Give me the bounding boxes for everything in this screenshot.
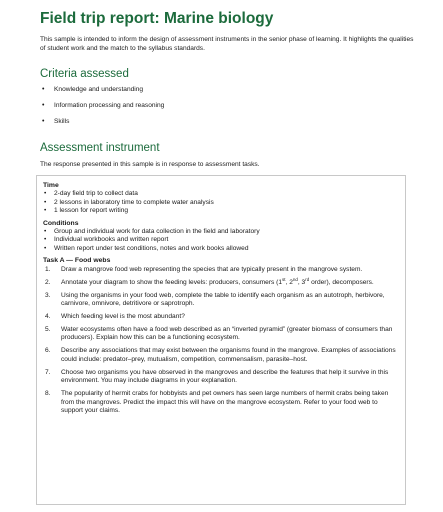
time-item: • 2-day field trip to collect data [43, 190, 399, 198]
conditions-heading: Conditions [43, 219, 79, 227]
question-item: 6. Describe any associations that may exist between the organisms found in the mangrove. Examples of associations could include: predator–prey, mutualism, competition, commensalism, parasite–host. [45, 347, 396, 363]
time-item: • 1 lesson for report writing [43, 207, 399, 215]
time-list [43, 190, 399, 215]
time-item: • 2 lessons in laboratory time to complete water analysis [43, 199, 399, 207]
question-item: 5. Water ecosystems often have a food web described as an “inverted pyramid” (greater biomass of consumers than producers). Explain how this can be a functioning ecosystem. [45, 326, 393, 342]
task-heading: Task A — Food webs [43, 257, 111, 265]
response-note: The response presented in this sample is in response to assessment tasks. [40, 161, 260, 168]
conditions-item: • Group and individual work for data collection in the field and laboratory [43, 228, 399, 236]
question-list [43, 266, 399, 416]
page-title: Field trip report: Marine biology [40, 10, 274, 27]
question-item: 7. Choose two organisms you have observed in the mangroves and describe the features that help it survive in this environment. You may include diagrams in your explanation. [45, 368, 389, 385]
question-item: 2. Annotate your diagram to show the feeding levels: producers, consumers (1st, 2nd, 3rd order), decomposers. [45, 276, 374, 286]
conditions-item: • Individual workbooks and written report [43, 236, 399, 244]
time-heading: Time [43, 182, 59, 189]
question-item: 4. Which feeding level is the most abundant? [45, 313, 185, 321]
criteria-list [40, 86, 164, 134]
criteria-item: • Knowledge and understanding [40, 86, 164, 102]
instrument-heading: Assessment instrument [40, 142, 160, 154]
intro-paragraph: This sample is intended to inform the design of assessment instruments in the senior phase of learning. It highlights the qualities of student work and the match to the syllabus standards. [40, 36, 414, 52]
criteria-heading: Criteria assessed [40, 68, 129, 80]
conditions-list [43, 228, 399, 253]
criteria-item: • Information processing and reasoning [40, 102, 164, 118]
task-box [36, 175, 406, 505]
question-item: 1. Draw a mangrove food web representing the species that are typically present in the mangrove system. [45, 265, 363, 273]
conditions-item: • Written report under test conditions, notes and work books allowed [43, 245, 399, 253]
question-item: 8. The popularity of hermit crabs for hobbyists and pet owners has seen large numbers of hermit crabs being taken from the mangroves. Predict the impact this will have on the mangrove ecosystem. Refer to your food web to support your claims. [45, 390, 389, 415]
question-item: 3. Using the organisms in your food web, complete the table to identify each organism as an autotroph, herbivore, carnivore, omnivore, detritivore or saprotroph. [45, 291, 385, 308]
criteria-item: • Skills [40, 118, 164, 134]
